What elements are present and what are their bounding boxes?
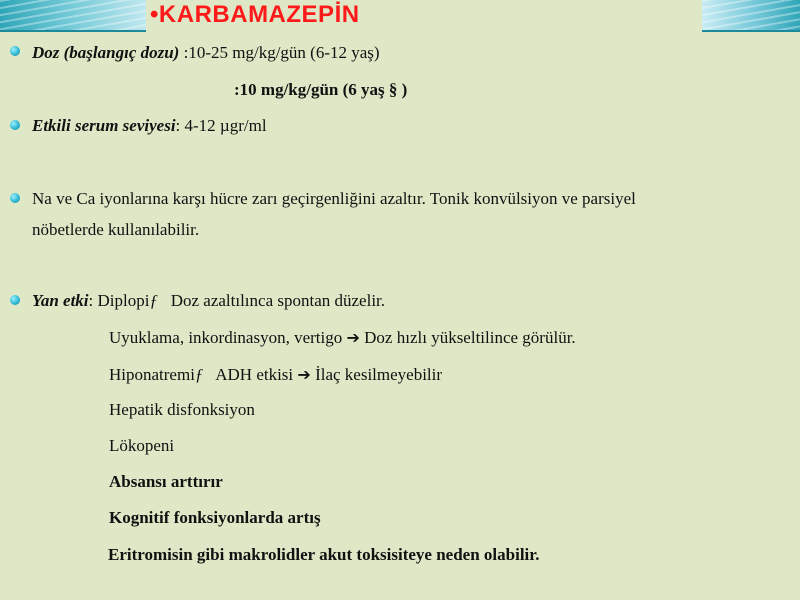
side-effect-line-6: Absansı arttırır — [109, 472, 223, 491]
side-effect-first-rest: Doz azaltılınca spontan düzelir. — [157, 291, 386, 310]
dose-value-2: :10 mg/kg/gün (6 yaş § ) — [234, 80, 408, 99]
side-effect-l3-a: Hiponatremi — [109, 365, 195, 384]
side-effect-l3-b: ADH etkisi — [203, 365, 298, 384]
side-effect-line-4: Hepatik disfonksiyon — [109, 400, 255, 419]
dose-line — [32, 43, 380, 63]
page-title: •KARBAMAZEPİN — [150, 1, 360, 28]
symbol-glyph: ƒ — [149, 291, 158, 310]
bullet-icon — [10, 120, 20, 130]
arrow-right-icon: ➔ — [297, 365, 311, 384]
side-effect-label: Yan etki — [32, 291, 89, 310]
arrow-right-icon: ➔ — [346, 328, 360, 347]
banner-decoration-left — [0, 0, 146, 32]
serum-label: Etkili serum seviyesi — [32, 116, 176, 135]
side-effect-l2-b: Doz hızlı yükseltilince görülür. — [359, 328, 576, 347]
symbol-glyph: ƒ — [194, 365, 204, 384]
side-effect-l2-a: Uyuklama, inkordinasyon, vertigo — [109, 328, 347, 347]
mechanism-line-1: Na ve Ca iyonlarına karşı hücre zarı geçirgenliğini azaltır. Tonik konvülsiyon ve parsiyel — [32, 189, 636, 208]
side-effect-first: : Diplopi — [88, 291, 150, 310]
side-effect-line-5: Lökopeni — [109, 436, 175, 455]
side-effect-line-3 — [109, 365, 442, 385]
bullet-icon — [10, 193, 20, 203]
side-effect-line-2 — [109, 328, 576, 348]
dose-label: Doz (başlangıç dozu) — [32, 43, 180, 62]
dose-value: :10-25 mg/kg/gün (6-12 yaş) — [183, 43, 380, 62]
side-effect-line-1 — [32, 291, 385, 311]
bullet-icon — [10, 295, 20, 305]
side-effect-line-7: Kognitif fonksiyonlarda artış — [109, 508, 321, 527]
bullet-icon — [10, 46, 20, 56]
serum-value: : 4-12 µgr/ml — [175, 116, 267, 135]
side-effect-line-8: Eritromisin gibi makrolidler akut toksisiteye neden olabilir. — [108, 545, 540, 564]
serum-line — [32, 116, 267, 136]
banner-decoration-right — [702, 0, 800, 32]
top-banner — [0, 0, 800, 30]
mechanism-line-2: nöbetlerde kullanılabilir. — [32, 220, 200, 239]
side-effect-l3-c: İlaç kesilmeyebilir — [310, 365, 443, 384]
